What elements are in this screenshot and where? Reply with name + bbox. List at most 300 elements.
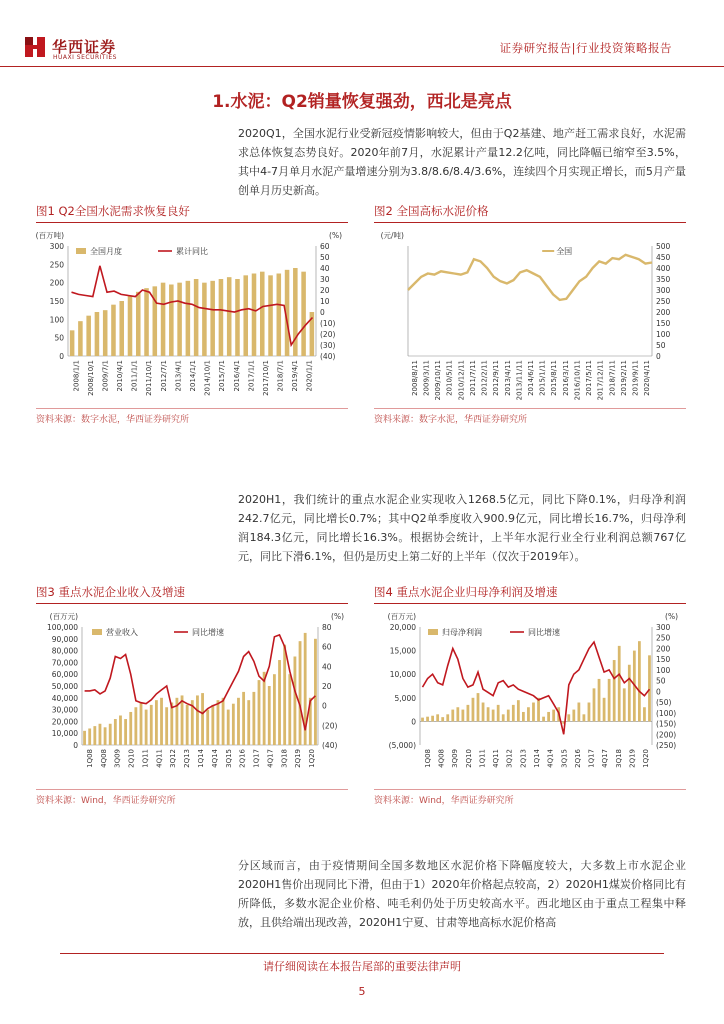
bar	[144, 288, 149, 356]
left-tick-label: 50	[54, 333, 64, 343]
y-tick-label: 150	[656, 319, 671, 328]
y-tick-label: 350	[656, 275, 671, 284]
x-tick-label: 1Q14	[197, 749, 205, 768]
figure-2-chart	[374, 224, 686, 406]
right-tick-label: (250)	[656, 741, 677, 750]
x-tick-label: 3Q18	[280, 749, 289, 768]
x-tick-label: 2Q10	[127, 749, 136, 768]
x-tick-label: 2Q13	[519, 749, 528, 768]
left-tick-label: 100,000	[46, 623, 78, 632]
left-tick-label: 20,000	[51, 717, 78, 727]
x-tick-label: 4Q08	[99, 749, 108, 768]
figure-4-source: 资料来源：Wind，华西证券研究所	[374, 796, 514, 806]
bar	[243, 275, 248, 356]
bar	[294, 657, 297, 746]
bar	[227, 710, 230, 745]
bar	[196, 695, 199, 745]
figure-2-source: 资料来源：数字水泥，华西证券研究所	[374, 415, 528, 425]
x-tick-label: 4Q08	[437, 749, 446, 768]
logo-text-cn: 华西证券	[52, 38, 117, 56]
bar	[623, 688, 626, 721]
bar	[160, 698, 163, 745]
bar	[547, 712, 550, 721]
bar	[150, 705, 153, 745]
bar	[542, 717, 545, 722]
x-tick-label: 2008/8/11	[410, 360, 419, 396]
right-tick-label: 60	[320, 242, 330, 251]
left-tick-label: 40,000	[51, 693, 78, 703]
right-tick-label: (10)	[320, 319, 336, 328]
x-tick-label: 2013/4/11	[503, 360, 512, 396]
logo-text-en: HUAXI SECURITIES	[53, 54, 117, 61]
x-tick-label: 2011/1/1	[130, 360, 139, 392]
right-tick-label: (20)	[322, 721, 338, 731]
bar	[456, 707, 459, 721]
y-axis-unit: (元/吨)	[380, 231, 404, 240]
bar	[136, 292, 141, 356]
right-tick-label: (50)	[656, 698, 672, 708]
legend-bar-label: 全国月度	[90, 247, 122, 256]
bar	[109, 724, 112, 745]
left-tick-label: 200	[49, 278, 64, 288]
left-axis-unit: (百万元)	[49, 612, 78, 621]
x-tick-label: 2009/10/11	[434, 360, 443, 401]
bar	[288, 674, 291, 745]
x-tick-label: 2Q19	[294, 749, 303, 768]
x-tick-label: 2012/7/1	[159, 360, 168, 392]
legend-bar-swatch	[76, 248, 86, 254]
bar	[507, 710, 510, 722]
right-axis-unit: (%)	[665, 612, 678, 621]
bar	[472, 698, 475, 722]
bar	[258, 680, 261, 745]
x-tick-label: 2015/8/11	[550, 360, 559, 396]
right-tick-label: 0	[322, 701, 327, 711]
bar	[588, 703, 591, 722]
legend-bar-label: 营业收入	[106, 628, 138, 637]
x-tick-label: 2009/7/1	[101, 360, 110, 392]
figure-4-title: 图4 重点水泥企业归母净利润及增速	[374, 585, 558, 599]
bar	[169, 285, 174, 357]
right-tick-label: 60	[322, 642, 332, 652]
left-tick-label: 90,000	[51, 634, 78, 644]
right-tick-label: (40)	[320, 352, 336, 361]
section-title: 1.水泥：Q2销量恢复强劲，西北是亮点	[212, 92, 512, 112]
bar	[95, 312, 100, 356]
bar	[648, 655, 651, 721]
bar	[194, 279, 199, 356]
right-tick-label: (20)	[320, 330, 336, 339]
left-tick-label: 150	[49, 297, 64, 306]
bar	[482, 703, 485, 722]
y-tick-label: 500	[656, 242, 671, 251]
bar	[219, 279, 224, 356]
x-tick-label: 1Q08	[423, 749, 432, 768]
x-tick-label: 1Q17	[587, 749, 596, 768]
bar	[235, 279, 240, 356]
figure-4-chart	[374, 605, 686, 787]
bar	[237, 698, 240, 745]
x-tick-label: 2014/6/11	[527, 360, 535, 396]
left-tick-label: 80,000	[51, 646, 78, 656]
left-tick-label: 0	[73, 741, 78, 750]
left-tick-label: 5,000	[394, 693, 416, 703]
x-tick-label: 2014/1/1	[189, 360, 197, 392]
x-tick-label: 2013/11/11	[515, 360, 524, 401]
x-tick-label: 4Q14	[210, 749, 219, 768]
figure-1-title: 图1 Q2全国水泥需求恢复良好	[36, 204, 190, 218]
bar	[186, 705, 189, 745]
bar	[283, 645, 286, 745]
left-tick-label: 50,000	[51, 682, 78, 691]
right-tick-label: 200	[656, 644, 671, 654]
right-tick-label: 40	[320, 264, 330, 273]
left-tick-label: 30,000	[51, 705, 78, 715]
figure-1-bottom-rule	[36, 408, 348, 409]
x-tick-label: 2017/10/1	[261, 360, 270, 396]
bar	[86, 316, 91, 356]
bar	[467, 705, 470, 722]
x-tick-label: 3Q18	[614, 749, 623, 768]
bar	[242, 692, 245, 745]
bar	[83, 731, 86, 745]
legend-bar-swatch	[92, 629, 102, 635]
x-tick-label: 1Q08	[85, 749, 94, 768]
x-tick-label: 2009/3/11	[422, 360, 431, 396]
figure-3-chart	[36, 605, 348, 787]
right-tick-label: 10	[320, 297, 330, 306]
y-tick-label: 100	[656, 330, 671, 339]
right-tick-label: (150)	[656, 719, 677, 729]
left-tick-label: 15,000	[389, 646, 416, 656]
bar	[227, 277, 232, 356]
x-tick-label: 4Q14	[546, 749, 555, 768]
bar	[314, 639, 317, 745]
left-tick-label: 100	[49, 315, 64, 325]
figure-2-title: 图2 全国高标水泥价格	[374, 204, 489, 218]
right-tick-label: 150	[656, 655, 671, 665]
bar	[161, 283, 166, 356]
footer-divider	[60, 953, 664, 954]
right-tick-label: 250	[656, 633, 671, 643]
y-tick-label: 50	[656, 341, 666, 350]
right-tick-label: 40	[322, 662, 332, 672]
x-tick-label: 2008/1/1	[72, 360, 81, 392]
bar	[260, 272, 265, 356]
x-tick-label: 2017/5/11	[585, 360, 594, 396]
x-tick-label: 2Q13	[183, 749, 192, 768]
x-tick-label: 2016/10/11	[573, 360, 582, 401]
bar	[124, 719, 127, 745]
bar	[202, 283, 207, 356]
x-tick-label: 2020/1/1	[305, 360, 314, 392]
x-tick-label: 2019/2/11	[619, 360, 628, 396]
bar	[502, 714, 505, 721]
bar	[436, 714, 439, 721]
bar	[618, 646, 621, 722]
bar	[522, 712, 525, 721]
bar	[446, 714, 449, 721]
x-tick-label: 2012/9/11	[492, 360, 501, 396]
x-tick-label: 2019/4/1	[291, 360, 300, 392]
x-tick-label: 2010/12/11	[457, 360, 466, 401]
y-tick-label: 400	[656, 264, 671, 273]
bar	[278, 660, 281, 745]
x-tick-label: 3Q09	[451, 749, 460, 768]
x-tick-label: 2Q19	[628, 749, 637, 768]
bar	[461, 710, 464, 722]
legend-bar-label: 归母净利润	[442, 628, 482, 637]
bar	[78, 321, 83, 356]
bar	[70, 330, 75, 356]
x-tick-label: 2Q10	[464, 749, 473, 768]
figure-3-bottom-rule	[36, 789, 348, 790]
bar	[517, 700, 520, 721]
y-tick-label: 450	[656, 253, 671, 262]
bar	[299, 641, 302, 745]
bar	[487, 707, 490, 721]
x-tick-label: 3Q09	[113, 749, 122, 768]
bar	[537, 698, 540, 722]
x-tick-label: 2Q16	[238, 749, 247, 768]
x-tick-label: 2018/7/11	[608, 360, 617, 396]
bar	[451, 710, 454, 722]
x-tick-label: 3Q12	[505, 749, 514, 768]
legend-bar-swatch	[428, 629, 438, 635]
bar	[103, 310, 108, 356]
legend-line-label: 全国	[556, 247, 573, 256]
bar	[93, 726, 96, 745]
bar	[497, 705, 500, 722]
figure-3-rule	[36, 603, 348, 604]
bar	[512, 705, 515, 722]
series-line	[72, 266, 313, 345]
legend-line-label: 同比增速	[192, 628, 224, 637]
left-tick-label: 10,000	[51, 729, 78, 739]
bar	[583, 714, 586, 721]
bar	[421, 718, 424, 722]
bar	[628, 665, 631, 722]
x-tick-label: 2016/3/11	[561, 360, 570, 396]
bar	[211, 705, 214, 745]
bar	[293, 268, 298, 356]
footer-disclaimer: 请仔细阅读在本报告尾部的重要法律声明	[263, 960, 461, 973]
x-tick-label: 2020/4/11	[643, 360, 652, 396]
bar	[201, 693, 204, 745]
bar	[567, 714, 570, 721]
x-tick-label: 2Q16	[573, 749, 582, 768]
legend-line-label: 累计同比	[176, 247, 208, 256]
x-tick-label: 2008/10/1	[86, 360, 95, 396]
bar	[165, 707, 168, 745]
bar	[252, 692, 255, 745]
right-tick-label: 0	[656, 687, 661, 697]
left-tick-label: 70,000	[51, 658, 78, 668]
bar	[119, 716, 122, 746]
bar	[598, 679, 601, 721]
x-tick-label: 2011/10/1	[145, 360, 154, 396]
x-tick-label: 2018/7/1	[276, 360, 285, 392]
bar	[155, 700, 158, 745]
x-tick-label: 4Q11	[492, 749, 501, 768]
bar	[593, 688, 596, 721]
bar	[88, 728, 91, 745]
bar	[140, 703, 143, 745]
x-tick-label: 1Q11	[141, 749, 150, 768]
figure-1-rule	[36, 222, 348, 223]
x-tick-label: 4Q17	[266, 749, 275, 768]
bar	[477, 693, 480, 721]
x-tick-label: 2015/7/1	[218, 360, 227, 392]
figure-3-source: 资料来源：Wind，华西证券研究所	[36, 796, 176, 806]
left-tick-label: 0	[59, 352, 64, 361]
right-tick-label: (40)	[322, 741, 338, 750]
x-tick-label: 2017/1/1	[247, 360, 256, 392]
figure-2-bottom-rule	[374, 408, 686, 409]
bar	[426, 717, 429, 722]
bar	[104, 727, 107, 745]
right-axis-unit: (%)	[331, 612, 344, 621]
bar	[577, 703, 580, 722]
bar	[613, 660, 616, 721]
left-tick-label: 300	[49, 242, 64, 251]
right-tick-label: (200)	[656, 730, 677, 740]
bar	[177, 283, 182, 356]
bar	[222, 698, 225, 745]
figure-1-source: 资料来源：数字水泥，华西证券研究所	[36, 415, 190, 425]
report-type: 证券研究报告|行业投资策略报告	[499, 41, 672, 55]
x-tick-label: 1Q20	[308, 749, 317, 768]
bar	[99, 724, 102, 745]
bar	[268, 275, 273, 356]
bar	[232, 704, 235, 745]
bar	[128, 296, 133, 357]
bar	[552, 710, 555, 722]
bar	[247, 700, 250, 745]
right-axis-unit: (%)	[329, 231, 342, 240]
y-tick-label: 0	[656, 352, 661, 361]
figure-4-rule	[374, 603, 686, 604]
left-tick-label: 250	[49, 260, 64, 270]
figure-1-chart	[36, 224, 348, 406]
right-tick-label: 20	[322, 682, 332, 691]
bar	[186, 281, 191, 356]
page-number: 5	[358, 985, 366, 998]
bar	[170, 703, 173, 745]
bar	[129, 712, 132, 745]
x-tick-label: 2010/4/1	[116, 360, 125, 392]
figure-2-rule	[374, 222, 686, 223]
paragraph-1: 2020Q1，全国水泥行业受新冠疫情影响较大，但由于Q2基建、地产赶工需求良好，水泥需求总体恢复态势良好。2020年前7月，水泥累计产量12.2亿吨，同比降幅已缩窄至3.5%，其中4-7月单月水泥产量增速分别为3.8/8.6/8.4/3.6%，连续四个月实现正增长，而5月产量创单月历史新高。	[238, 127, 686, 197]
right-tick-label: 0	[320, 308, 325, 317]
left-tick-label: 10,000	[389, 670, 416, 680]
left-tick-label: (5,000)	[388, 741, 416, 750]
bar	[603, 698, 606, 722]
bar	[638, 641, 641, 721]
bar	[252, 274, 257, 357]
paragraph-3: 分区域而言，由于疫情期间全国多数地区水泥价格下降幅度较大，大多数上市水泥企业2020H1售价出现同比下滑，但由于1）2020年价格起点较高，2）2020H1煤炭价格同比有所降低，多数水泥企业价格、吨毛利仍处于历史较高水平。西北地区由于重点工程集中释放，且供给端出现改善，2020H1宁夏、甘肃等地高标水泥价格高	[238, 859, 686, 929]
x-tick-label: 2016/4/1	[232, 360, 241, 392]
x-tick-label: 3Q15	[224, 749, 233, 768]
bar	[210, 281, 215, 356]
bar	[114, 719, 117, 745]
x-tick-label: 2017/12/11	[596, 360, 605, 401]
x-tick-label: 2019/9/11	[631, 360, 640, 396]
bar	[134, 707, 137, 745]
bar	[268, 686, 271, 745]
header-divider	[0, 66, 724, 67]
bar	[441, 717, 444, 721]
x-tick-label: 2015/1/11	[538, 360, 547, 396]
bar	[532, 703, 535, 722]
figure-4-bottom-rule	[374, 789, 686, 790]
right-tick-label: 300	[656, 623, 671, 632]
bar	[263, 672, 266, 745]
x-tick-label: 4Q11	[155, 749, 164, 768]
left-axis-unit: (百万元)	[387, 612, 416, 621]
bar	[181, 695, 184, 745]
huaxi-logo-icon	[22, 34, 48, 60]
bar	[217, 700, 220, 745]
figure-3-title: 图3 重点水泥企业收入及增速	[36, 585, 185, 599]
y-tick-label: 300	[656, 286, 671, 295]
bar	[492, 710, 495, 722]
y-tick-label: 200	[656, 308, 671, 317]
x-tick-label: 2014/10/1	[203, 360, 212, 396]
x-tick-label: 1Q14	[533, 749, 541, 768]
x-tick-label: 1Q17	[252, 749, 261, 768]
bar	[273, 674, 276, 745]
x-tick-label: 2012/2/11	[480, 360, 489, 396]
right-tick-label: 50	[656, 676, 666, 686]
bar	[119, 301, 124, 356]
right-tick-label: (30)	[320, 341, 336, 350]
right-tick-label: 20	[320, 286, 330, 295]
left-tick-label: 0	[411, 717, 416, 727]
right-tick-label: 100	[656, 665, 671, 675]
series-line	[408, 255, 652, 300]
right-tick-label: 80	[322, 623, 332, 632]
bar	[206, 710, 209, 745]
bar	[608, 679, 611, 721]
left-tick-label: 20,000	[389, 623, 416, 632]
bar	[527, 707, 530, 721]
x-tick-label: 3Q12	[169, 749, 178, 768]
x-tick-label: 4Q17	[601, 749, 610, 768]
x-tick-label: 2011/7/11	[468, 360, 477, 396]
bar	[431, 716, 434, 722]
x-tick-label: 1Q20	[642, 749, 651, 768]
bar	[572, 710, 575, 722]
x-tick-label: 1Q11	[478, 749, 487, 768]
bar	[643, 707, 646, 721]
x-tick-label: 3Q15	[560, 749, 569, 768]
right-tick-label: (100)	[656, 708, 677, 718]
legend-line-label: 同比增速	[528, 628, 560, 637]
bar	[111, 305, 116, 356]
bar	[301, 272, 306, 356]
x-tick-label: 2010/5/11	[445, 360, 454, 396]
left-tick-label: 60,000	[51, 670, 78, 680]
bar	[145, 710, 148, 745]
right-tick-label: 30	[320, 275, 330, 284]
x-tick-label: 2013/4/1	[174, 360, 183, 392]
y-tick-label: 250	[656, 297, 671, 306]
paragraph-2: 2020H1，我们统计的重点水泥企业实现收入1268.5亿元，同比下降0.1%，归母净利润242.7亿元，同比增长0.7%；其中Q2单季度收入900.9亿元，同比增长16.7%，归母净利润184.3亿元，同比增长16.3%。根据协会统计，上半年水泥行业全行业利润总额767亿元，同比下滑6.1%，但仍是历史上第二好的上半年（仅次于2019年）。	[238, 493, 686, 563]
left-axis-unit: (百万吨)	[36, 231, 64, 240]
bar	[277, 274, 282, 357]
right-tick-label: 50	[320, 253, 330, 262]
